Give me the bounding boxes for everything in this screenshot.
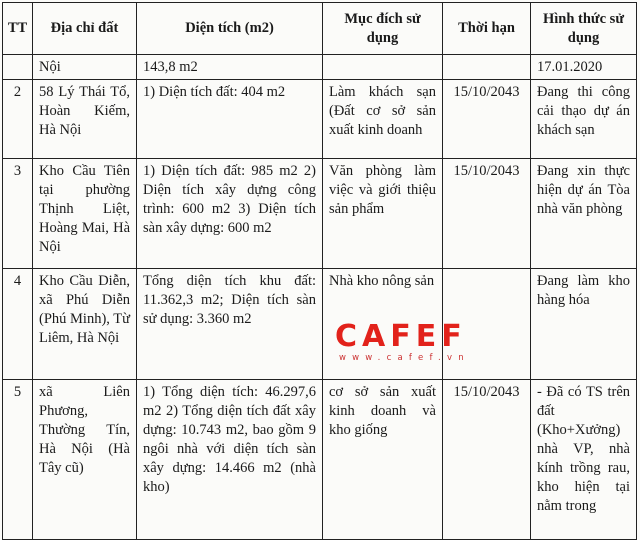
cell-purpose: cơ sở sản xuất kinh doanh và kho giống: [323, 380, 443, 540]
header-tt: TT: [3, 3, 33, 55]
cell-form: Đang xin thực hiện dự án Tòa nhà văn phòng: [531, 159, 637, 269]
header-form: Hình thức sử dụng: [531, 3, 637, 55]
cell-address: Kho Cầu Tiên tại phường Thịnh Liệt, Hoàng Mai, Hà Nội: [33, 159, 137, 269]
table-row: [3, 380, 637, 540]
cell-tt: 4: [3, 269, 33, 380]
cell-address: Kho Cầu Diễn, xã Phú Diễn (Phú Minh), Từ Liêm, Hà Nội: [33, 269, 137, 380]
table-row: [3, 55, 637, 80]
cell-address: 58 Lý Thái Tổ, Hoàn Kiếm, Hà Nội: [33, 80, 137, 159]
cell-address: Nội: [33, 55, 137, 80]
cell-term: [443, 55, 531, 80]
land-use-table: [2, 2, 637, 540]
cell-form: 17.01.2020: [531, 55, 637, 80]
cell-form: - Đã có TS trên đất (Kho+Xưởng) nhà VP, nhà kính trồng rau, kho hiện tại nằm trong: [531, 380, 637, 540]
cell-area: 1) Diện tích đất: 985 m2 2) Diện tích xây dựng công trình: 600 m2 3) Diện tích sàn xây dựng: 600 m2: [137, 159, 323, 269]
cell-purpose: Nhà kho nông sản: [323, 269, 443, 380]
cell-area: Tổng diện tích khu đất: 11.362,3 m2; Diện tích sàn sử dụng: 3.360 m2: [137, 269, 323, 380]
header-area: Diện tích (m2): [137, 3, 323, 55]
watermark-url: www.cafef.vn: [339, 353, 470, 363]
cell-term: 15/10/2043: [443, 80, 531, 159]
header-address: Địa chỉ đất: [33, 3, 137, 55]
cell-purpose: [323, 55, 443, 80]
cell-term: 15/10/2043: [443, 159, 531, 269]
table-header-row: [3, 3, 637, 55]
cell-tt: 2: [3, 80, 33, 159]
cell-term: 15/10/2043: [443, 380, 531, 540]
cell-purpose: Văn phòng làm việc và giới thiệu sản phẩm: [323, 159, 443, 269]
cell-area: 143,8 m2: [137, 55, 323, 80]
cell-tt: 5: [3, 380, 33, 540]
cell-form: Đang làm kho hàng hóa: [531, 269, 637, 380]
header-purpose: Mục đích sử dụng: [323, 3, 443, 55]
cell-term: [443, 269, 531, 380]
table-row: [3, 269, 637, 380]
cell-address: xã Liên Phương, Thường Tín, Hà Nội (Hà Tây cũ): [33, 380, 137, 540]
cell-form: Đang thi công cải thạo dự án khách sạn: [531, 80, 637, 159]
watermark-logo: CAFEF: [335, 319, 467, 354]
cell-tt: [3, 55, 33, 80]
table-row: [3, 159, 637, 269]
cell-area: 1) Tổng diện tích: 46.297,6 m2 2) Tổng diện tích đất xây dựng: 10.743 m2, bao gồm 9 ngôi nhà với diện tích sàn xây dựng: 14.466 m2 (nhà kho): [137, 380, 323, 540]
header-term: Thời hạn: [443, 3, 531, 55]
table-row: [3, 80, 637, 159]
cell-purpose: Làm khách sạn (Đất cơ sở sản xuất kinh doanh: [323, 80, 443, 159]
cell-area: 1) Diện tích đất: 404 m2: [137, 80, 323, 159]
cell-tt: 3: [3, 159, 33, 269]
